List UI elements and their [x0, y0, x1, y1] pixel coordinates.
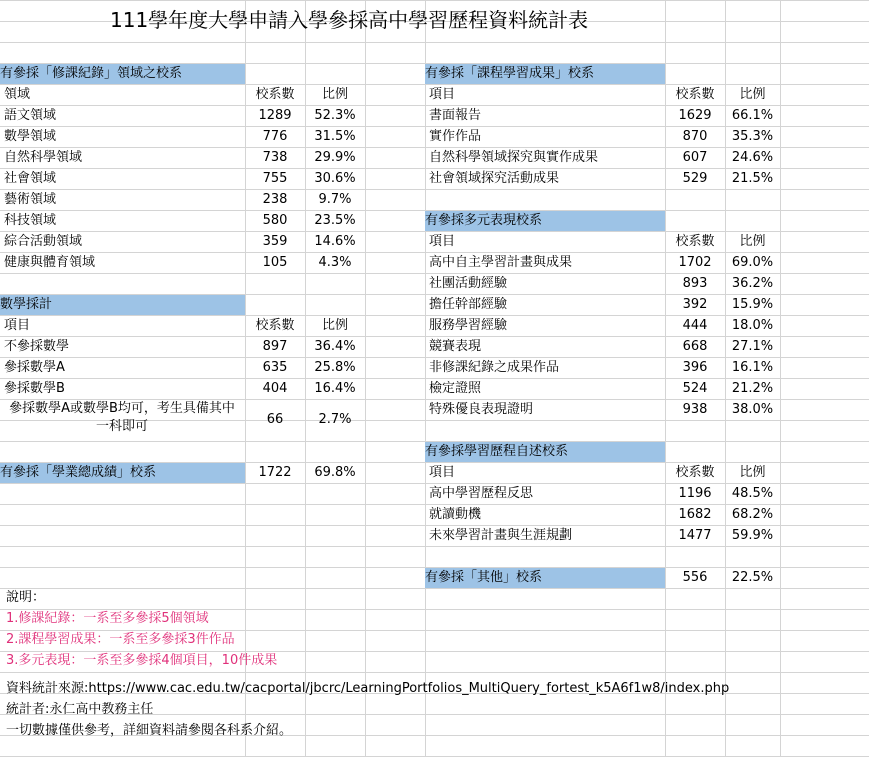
diverse-row-count: 396 — [682, 360, 708, 375]
courses-row-label: 自然科學領域 — [4, 150, 83, 165]
math-row-count: 897 — [262, 339, 288, 354]
courses-row-count: 580 — [262, 213, 288, 228]
math-row-label: 參採數學A — [4, 360, 65, 375]
self-row-pct: 59.9% — [731, 528, 774, 543]
results-header: 有參採「課程學習成果」校系 — [425, 64, 665, 84]
math-header: 數學採計 — [0, 295, 245, 315]
courses-row-label: 科技領域 — [4, 213, 57, 228]
math-row-label: 參採數學B — [4, 381, 65, 396]
note-item: 3.多元表現：一系至多參採4個項目，10件成果 — [6, 653, 278, 668]
diverse-row-pct: 38.0% — [731, 402, 774, 417]
disclaimer-text: 一切數據僅供參考，詳細資料請參閱各科系介紹。 — [6, 723, 293, 738]
diverse-row-label: 特殊優良表現證明 — [429, 402, 534, 417]
results-row-count: 607 — [682, 150, 708, 165]
column-gridline — [780, 0, 781, 757]
diverse-row-count: 1702 — [678, 255, 712, 270]
self-col-header: 比例 — [739, 465, 766, 480]
courses-row-pct: 52.3% — [314, 108, 356, 123]
self-row-count: 1477 — [678, 528, 712, 543]
results-row-pct: 66.1% — [731, 108, 774, 123]
diverse-col-header: 校系數 — [675, 234, 715, 249]
results-col-header: 校系數 — [675, 87, 715, 102]
column-gridline — [365, 0, 366, 757]
math-row-label: 參採數學A或數學B均可，考生具備其中一科即可 — [9, 401, 235, 434]
results-row-count: 870 — [682, 129, 708, 144]
courses-row-pct: 14.6% — [314, 234, 356, 249]
courses-row-pct: 4.3% — [318, 255, 352, 270]
courses-row-count: 776 — [262, 129, 288, 144]
self-row-pct: 68.2% — [731, 507, 774, 522]
courses-row-label: 社會領域 — [4, 171, 57, 186]
courses-row-count: 738 — [262, 150, 288, 165]
self-row-label: 高中學習歷程反思 — [429, 486, 534, 501]
courses-col-header: 比例 — [321, 87, 348, 102]
math-row-count: 404 — [262, 381, 288, 396]
math-col-header: 項目 — [4, 318, 31, 333]
courses-row-pct: 9.7% — [318, 192, 352, 207]
diverse-row-pct: 69.0% — [731, 255, 774, 270]
math-row-pct: 2.7% — [318, 412, 352, 427]
note-item: 1.修課紀錄：一系至多參採5個領域 — [6, 611, 209, 626]
other-count: 556 — [682, 570, 708, 585]
results-row-label: 自然科學領域探究與實作成果 — [429, 150, 599, 165]
diverse-row-label: 非修課紀錄之成果作品 — [429, 360, 560, 375]
courses-row-label: 綜合活動領域 — [4, 234, 83, 249]
courses-row-count: 755 — [262, 171, 288, 186]
other-header: 有參採「其他」校系 — [425, 568, 665, 588]
note-item: 2.課程學習成果：一系至多參採3件作品 — [6, 632, 235, 647]
courses-row-count: 105 — [262, 255, 288, 270]
results-row-pct: 21.5% — [731, 171, 774, 186]
self-col-header: 項目 — [429, 465, 456, 480]
courses-row-label: 藝術領域 — [4, 192, 57, 207]
results-row-label: 書面報告 — [429, 108, 482, 123]
diverse-row-pct: 15.9% — [731, 297, 774, 312]
math-row-pct: 25.8% — [314, 360, 356, 375]
courses-col-header: 校系數 — [255, 87, 295, 102]
math-row-count: 66 — [266, 412, 284, 427]
diverse-row-count: 392 — [682, 297, 708, 312]
source-text: 資料統計來源:https://www.cac.edu.tw/cacportal/jbcrc/LearningPortfolios_MultiQuery_fortest_k5A6f1w8/index.php — [6, 681, 730, 696]
diverse-row-label: 社團活動經驗 — [429, 276, 508, 291]
diverse-row-count: 938 — [682, 402, 708, 417]
courses-row-pct: 29.9% — [314, 150, 356, 165]
results-row-count: 529 — [682, 171, 708, 186]
courses-row-pct: 30.6% — [314, 171, 356, 186]
diverse-row-pct: 18.0% — [731, 318, 774, 333]
diverse-row-pct: 36.2% — [731, 276, 774, 291]
diverse-row-pct: 21.2% — [731, 381, 774, 396]
math-col-header: 校系數 — [255, 318, 295, 333]
diverse-row-pct: 16.1% — [731, 360, 774, 375]
math-row-pct: 36.4% — [314, 339, 356, 354]
grades-header: 有參採「學業總成績」校系 — [0, 463, 245, 483]
results-col-header: 項目 — [429, 87, 456, 102]
courses-row-label: 數學領域 — [4, 129, 57, 144]
math-row-pct: 16.4% — [314, 381, 356, 396]
self-row-label: 未來學習計畫與生涯規劃 — [429, 528, 573, 543]
diverse-row-count: 524 — [682, 381, 708, 396]
math-col-header: 比例 — [321, 318, 348, 333]
courses-header: 有參採「修課紀錄」領域之校系 — [0, 64, 245, 84]
self-row-count: 1682 — [678, 507, 712, 522]
self-header: 有參採學習歷程自述校系 — [425, 442, 665, 462]
grades-count: 1722 — [258, 465, 292, 480]
diverse-row-label: 檢定證照 — [429, 381, 482, 396]
courses-row-count: 1289 — [258, 108, 292, 123]
diverse-row-count: 893 — [682, 276, 708, 291]
results-col-header: 比例 — [739, 87, 766, 102]
courses-row-label: 健康與體育領域 — [4, 255, 96, 270]
courses-row-count: 238 — [262, 192, 288, 207]
courses-row-count: 359 — [262, 234, 288, 249]
self-col-header: 校系數 — [675, 465, 715, 480]
self-row-label: 就讀動機 — [429, 507, 482, 522]
courses-row-pct: 31.5% — [314, 129, 356, 144]
results-row-label: 實作作品 — [429, 129, 482, 144]
notes-label: 說明： — [6, 590, 46, 605]
author-text: 統計者:永仁高中教務主任 — [6, 702, 154, 717]
diverse-row-label: 擔任幹部經驗 — [429, 297, 508, 312]
grades-pct: 69.8% — [314, 465, 356, 480]
column-gridline — [425, 0, 426, 757]
math-row-count: 635 — [262, 360, 288, 375]
results-row-pct: 35.3% — [731, 129, 774, 144]
other-pct: 22.5% — [731, 570, 774, 585]
diverse-header: 有參採多元表現校系 — [425, 211, 665, 231]
math-row-label: 不參採數學 — [4, 339, 70, 354]
diverse-row-pct: 27.1% — [731, 339, 774, 354]
courses-col-header: 領域 — [4, 87, 31, 102]
results-row-count: 1629 — [678, 108, 712, 123]
self-row-pct: 48.5% — [731, 486, 774, 501]
self-row-count: 1196 — [678, 486, 712, 501]
diverse-col-header: 項目 — [429, 234, 456, 249]
results-row-label: 社會領域探究活動成果 — [429, 171, 560, 186]
diverse-row-label: 競賽表現 — [429, 339, 482, 354]
diverse-row-count: 668 — [682, 339, 708, 354]
results-row-pct: 24.6% — [731, 150, 774, 165]
diverse-row-count: 444 — [682, 318, 708, 333]
diverse-col-header: 比例 — [739, 234, 766, 249]
courses-row-label: 語文領域 — [4, 108, 57, 123]
diverse-row-label: 高中自主學習計畫與成果 — [429, 255, 573, 270]
courses-row-pct: 23.5% — [314, 213, 356, 228]
diverse-row-label: 服務學習經驗 — [429, 318, 508, 333]
sheet-title: 111學年度大學申請入學參採高中學習歷程資料統計表 — [110, 8, 589, 32]
